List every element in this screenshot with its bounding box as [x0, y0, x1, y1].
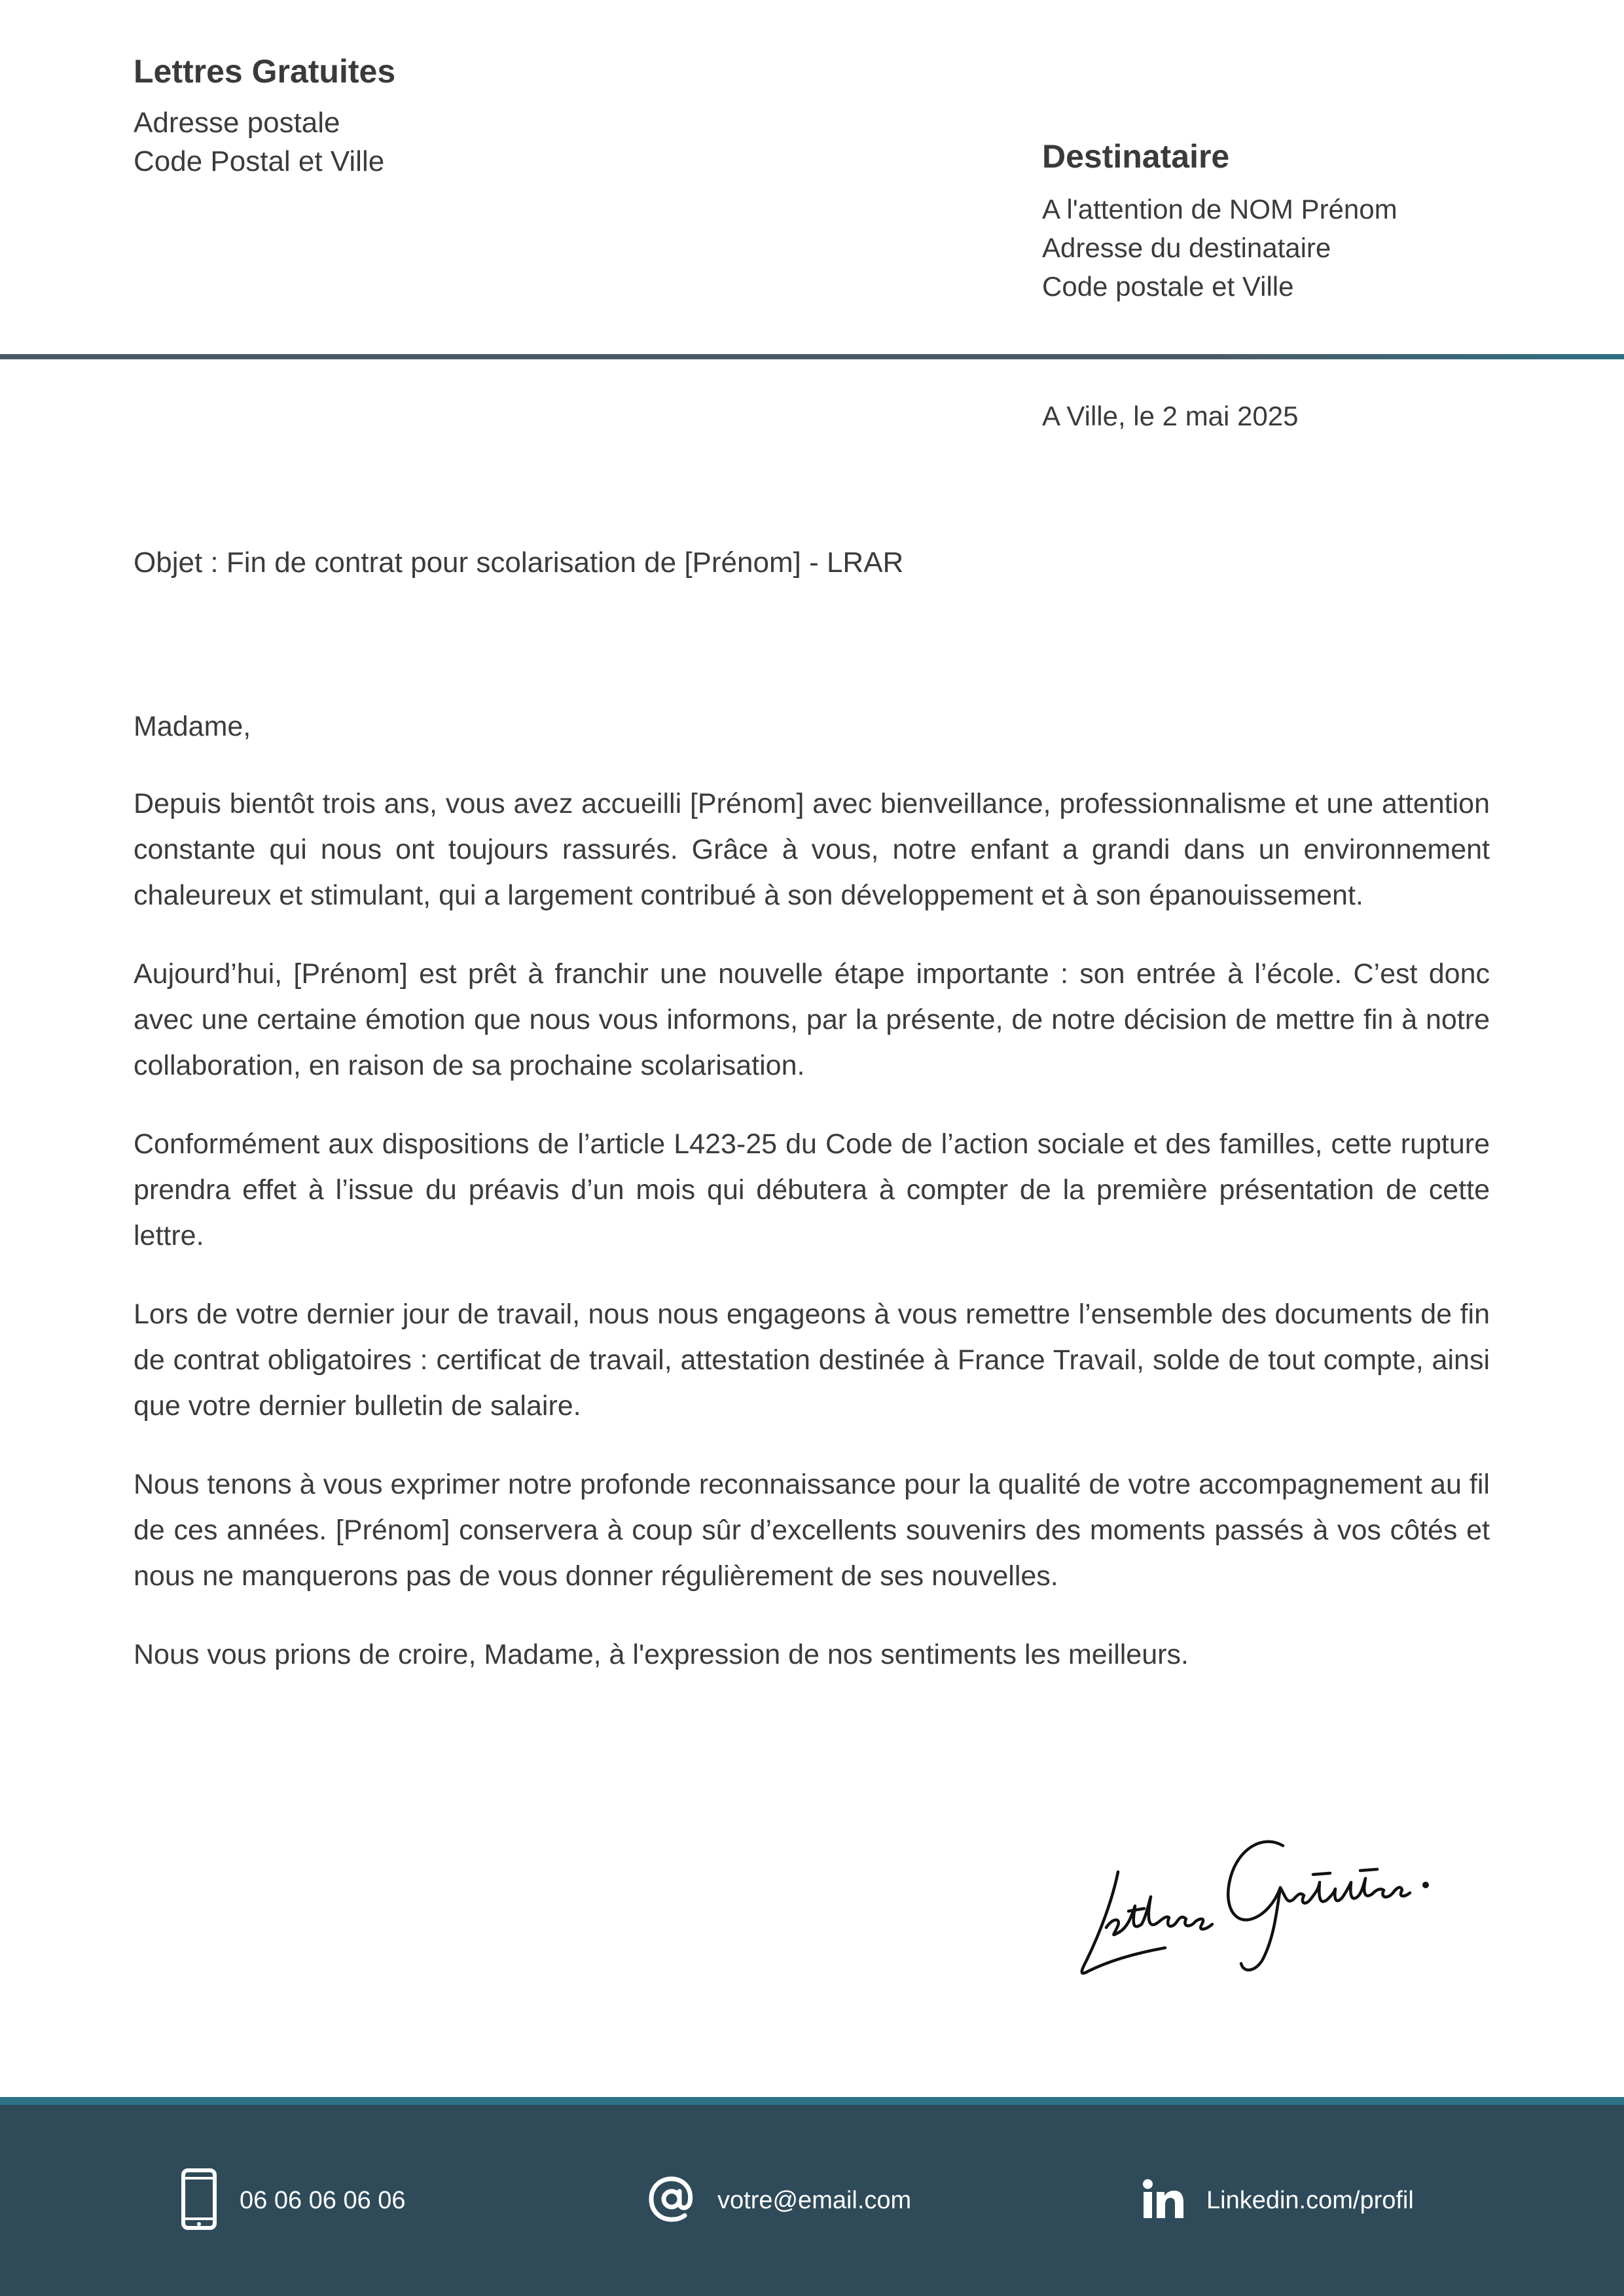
- recipient-city: Code postale et Ville: [1042, 271, 1294, 302]
- sender-city: Code Postal et Ville: [134, 145, 385, 177]
- at-sign-icon: [648, 2176, 695, 2226]
- phone-number: 06 06 06 06 06: [240, 2186, 406, 2214]
- header-divider: [0, 354, 1624, 359]
- subject-line: Objet : Fin de contrat pour scolarisation de [Prénom] - LRAR: [134, 547, 904, 579]
- recipient-block: [1042, 137, 1398, 306]
- footer-linkedin[interactable]: [1142, 2105, 1414, 2296]
- handwritten-signature: [1067, 1820, 1447, 1990]
- contact-footer: [0, 2105, 1624, 2296]
- paragraph-1: Depuis bientôt trois ans, vous avez accueilli [Prénom] avec bienveillance, professionnalisme et une attention constante qui nous ont toujours rassurés. Grâce à vous, notre enfant a grandi dans un environnement chaleureux et stimulant, qui a largement contribué à son développement et à son épanouissement.: [134, 788, 1490, 911]
- recipient-attention: A l'attention de NOM Prénom: [1042, 194, 1398, 224]
- date-line: A Ville, le 2 mai 2025: [1042, 401, 1299, 431]
- recipient-title: Destinataire: [1042, 138, 1230, 175]
- sender-name: Lettres Gratuites: [134, 53, 396, 90]
- footer-phone[interactable]: [181, 2105, 406, 2296]
- paragraph-2: Aujourd’hui, [Prénom] est prêt à franchir une nouvelle étape importante : son entrée à l’école. C’est donc avec une certaine émotion que nous vous informons, par la présente, de notre décision de mettre fin à notre collaboration, en raison de sa prochaine scolarisation.: [134, 958, 1490, 1081]
- footer-email[interactable]: [648, 2105, 911, 2296]
- sender-address: Adresse postale: [134, 107, 340, 139]
- paragraph-5: Nous tenons à vous exprimer notre profonde reconnaissance pour la qualité de votre accompagnement au fil de ces années. [Prénom] conservera à coup sûr d’excellents souvenirs des moments passés à vos côtés et nous ne manquerons pas de vous donner régulièrement de ses nouvelles.: [134, 1469, 1490, 1592]
- recipient-address: Adresse du destinataire: [1042, 232, 1331, 263]
- paragraph-4: Lors de votre dernier jour de travail, nous nous engageons à vous remettre l’ensemble des documents de fin de contrat obligatoires : certificat de travail, attestation destinée à France Travail, solde de tout compte, ainsi que votre dernier bulletin de salaire.: [134, 1299, 1490, 1422]
- salutation: Madame,: [134, 711, 251, 742]
- letter-body: [134, 704, 1490, 1710]
- closing-paragraph: Nous vous prions de croire, Madame, à l'expression de nos sentiments les meilleurs.: [134, 1639, 1189, 1670]
- email-address: votre@email.com: [717, 2186, 912, 2214]
- phone-icon: [181, 2168, 217, 2234]
- footer-accent-line: [0, 2097, 1624, 2105]
- linkedin-profile: Linkedin.com/profil: [1206, 2186, 1414, 2214]
- paragraph-3: Conformément aux dispositions de l’article L423-25 du Code de l’action sociale et des familles, cette rupture prendra effet à l’issue du préavis d’un mois qui débutera à compter de la première présentation de cette lettre.: [134, 1128, 1490, 1251]
- linkedin-icon: [1142, 2179, 1184, 2223]
- sender-block: [134, 52, 395, 181]
